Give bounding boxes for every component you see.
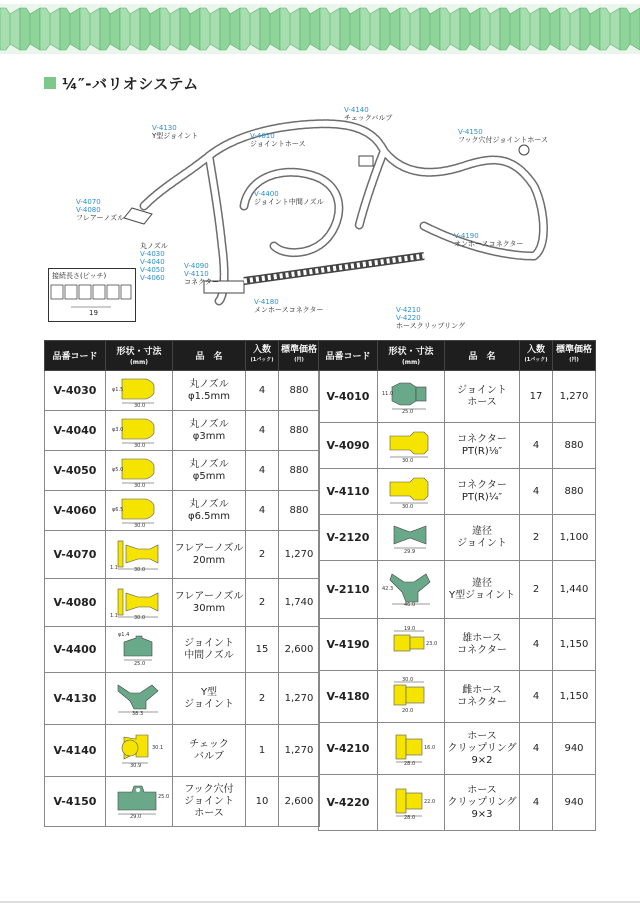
clip-shape-icon (380, 783, 442, 819)
label-v4180: V-4180 メンホースコネクター (254, 298, 324, 314)
part-name: Y型 ジョイント (173, 673, 246, 725)
part-shape (378, 469, 445, 515)
flare-nozzle-shape-icon (108, 535, 170, 571)
part-name: ホース クリップリング 9×3 (445, 775, 520, 831)
svg-text:16.0: 16.0 (424, 745, 436, 751)
svg-text:38.3: 38.3 (132, 711, 144, 715)
svg-text:25.0: 25.0 (402, 409, 414, 413)
banner-hose-segment (440, 8, 460, 50)
parts-table-left (44, 340, 320, 827)
part-price: 2,600 (279, 627, 320, 673)
part-shape (378, 619, 445, 671)
header-price: 標準価格(円) (279, 341, 320, 371)
header-name: 品 名 (445, 341, 520, 371)
part-code: V-4080 (45, 579, 106, 627)
check-valve-shape-icon (108, 731, 170, 767)
part-code: V-4040 (45, 411, 106, 451)
title-text: ¼″-バリオシステム (62, 74, 199, 93)
banner-hose-segment (180, 8, 200, 50)
page-title (44, 72, 199, 94)
svg-text:22.0: 22.0 (424, 799, 436, 805)
part-code: V-4220 (319, 775, 378, 831)
svg-text:30.0: 30.0 (134, 443, 146, 447)
banner-hose-segment (540, 8, 560, 50)
banner-hose-segment (360, 8, 380, 50)
svg-text:φ6.5: φ6.5 (112, 507, 124, 513)
banner-hose-segment (400, 8, 420, 50)
hose-pattern-banner (0, 0, 640, 58)
round-nozzle-shape-icon (108, 451, 170, 487)
header-price: 標準価格(円) (553, 341, 596, 371)
part-price: 2,600 (279, 777, 320, 827)
part-price: 880 (279, 411, 320, 451)
svg-text:23.0: 23.0 (426, 641, 438, 647)
reducer-shape-icon (380, 518, 442, 554)
part-shape (106, 531, 173, 579)
part-price: 880 (553, 423, 596, 469)
part-name: ジョイント ホース (445, 371, 520, 423)
table-row (45, 777, 320, 827)
header-name: 品 名 (173, 341, 246, 371)
system-diagram (44, 96, 604, 328)
part-name: 丸ノズル φ3mm (173, 411, 246, 451)
part-code: V-4140 (45, 725, 106, 777)
part-shape (106, 411, 173, 451)
svg-text:30.1: 30.1 (152, 745, 164, 751)
table-row (319, 671, 596, 723)
svg-text:φ1.5: φ1.5 (112, 387, 124, 393)
decorative-banner (0, 0, 640, 58)
label-v4140: V-4140 チェックバルブ (344, 106, 393, 122)
part-shape (106, 627, 173, 673)
part-price: 1,440 (553, 561, 596, 619)
part-code: V-4050 (45, 451, 106, 491)
table-row (319, 515, 596, 561)
connector-shape-icon (380, 426, 442, 462)
part-code: V-4110 (319, 469, 378, 515)
table-row (45, 451, 320, 491)
clip-shape-icon (380, 729, 442, 765)
banner-hose-segment (500, 8, 520, 50)
part-price: 1,270 (279, 531, 320, 579)
part-code: V-4190 (319, 619, 378, 671)
parts-table-right (318, 340, 596, 831)
pitch-box (48, 268, 136, 322)
table-row (45, 531, 320, 579)
banner-hose-segment (160, 8, 180, 50)
part-qty: 4 (520, 619, 553, 671)
part-qty: 2 (520, 515, 553, 561)
part-price: 1,270 (279, 725, 320, 777)
banner-hose-segment (140, 8, 160, 50)
banner-hose-segment (480, 8, 500, 50)
banner-hose-segment (380, 8, 400, 50)
part-qty: 4 (520, 469, 553, 515)
banner-hose-segment (320, 8, 340, 50)
part-price: 880 (279, 491, 320, 531)
part-qty: 4 (520, 723, 553, 775)
part-name: ホース クリップリング 9×2 (445, 723, 520, 775)
svg-text:28.0: 28.0 (404, 761, 416, 765)
label-v4130: V-4130 Y型ジョイント (152, 124, 199, 140)
part-qty: 4 (246, 411, 279, 451)
part-code: V-4130 (45, 673, 106, 725)
svg-text:30.0: 30.0 (134, 523, 146, 527)
part-shape (106, 579, 173, 627)
part-qty: 1 (246, 725, 279, 777)
part-name: 違径 ジョイント (445, 515, 520, 561)
connector-shape-icon (380, 472, 442, 508)
header-code: 品番コード (319, 341, 378, 371)
part-code: V-4090 (319, 423, 378, 469)
svg-text:30.0: 30.0 (134, 567, 146, 571)
part-name: コネクター PT(R)¼″ (445, 469, 520, 515)
table-row (319, 619, 596, 671)
pitch-value: 19 (89, 309, 98, 317)
svg-text:30.9: 30.9 (130, 763, 142, 767)
female-conn-shape-icon (380, 677, 442, 713)
label-v4190: V-4190 オンホースコネクター (454, 232, 524, 248)
part-qty: 4 (520, 423, 553, 469)
part-qty: 2 (246, 673, 279, 725)
table-row (45, 371, 320, 411)
part-name: フック穴付 ジョイント ホース (173, 777, 246, 827)
male-conn-shape-icon (380, 625, 442, 661)
flare-nozzle-shape-icon (108, 583, 170, 619)
joint-hose-shape-icon (380, 377, 442, 413)
table-row (319, 371, 596, 423)
part-shape (106, 491, 173, 531)
banner-hose-segment (340, 8, 360, 50)
part-qty: 15 (246, 627, 279, 673)
table-header-row (45, 341, 320, 371)
part-qty: 2 (246, 531, 279, 579)
table-row (45, 579, 320, 627)
svg-text:30.0: 30.0 (402, 677, 414, 683)
table-row (319, 469, 596, 515)
label-v4070-v4080: V-4070 V-4080 フレアーノズル (76, 198, 125, 222)
part-name: チェック バルブ (173, 725, 246, 777)
part-price: 1,100 (553, 515, 596, 561)
hook-hose-shape-icon (108, 782, 170, 818)
banner-hose-segment (220, 8, 240, 50)
part-qty: 2 (520, 561, 553, 619)
table-row (45, 627, 320, 673)
part-name: ジョイント 中間ノズル (173, 627, 246, 673)
table-row (319, 723, 596, 775)
part-name: 雌ホース コネクター (445, 671, 520, 723)
part-price: 1,270 (279, 673, 320, 725)
svg-text:29.9: 29.9 (404, 549, 416, 554)
svg-text:30.0: 30.0 (134, 615, 146, 619)
svg-text:30.0: 30.0 (402, 504, 414, 508)
part-price: 940 (553, 775, 596, 831)
banner-hose-segment (100, 8, 120, 50)
part-price: 940 (553, 723, 596, 775)
part-price: 1,270 (553, 371, 596, 423)
svg-text:φ5.0: φ5.0 (112, 467, 124, 473)
svg-text:30.0: 30.0 (402, 458, 414, 462)
part-code: V-2110 (319, 561, 378, 619)
table-row (45, 673, 320, 725)
banner-hose-segment (560, 8, 580, 50)
svg-text:1.1: 1.1 (110, 613, 118, 619)
part-qty: 10 (246, 777, 279, 827)
part-shape (106, 673, 173, 725)
banner-hose-segment (20, 8, 40, 50)
svg-text:29.0: 29.0 (130, 814, 142, 818)
part-price: 1,150 (553, 671, 596, 723)
label-v4400: V-4400 ジョイント中間ノズル (254, 190, 324, 206)
table-row (45, 725, 320, 777)
part-name: 丸ノズル φ5mm (173, 451, 246, 491)
header-shape: 形状・寸法(mm) (106, 341, 173, 371)
label-round-nozzle: 丸ノズル V-4030 V-4040 V-4050 V-4060 (140, 242, 168, 282)
part-price: 1,740 (279, 579, 320, 627)
part-price: 880 (279, 371, 320, 411)
part-price: 1,150 (553, 619, 596, 671)
header-code: 品番コード (45, 341, 106, 371)
svg-text:30.0: 30.0 (134, 483, 146, 487)
title-marker-icon (44, 77, 56, 89)
y-joint-shape-icon (108, 679, 170, 715)
part-shape (378, 371, 445, 423)
part-qty: 4 (246, 371, 279, 411)
header-shape: 形状・寸法(mm) (378, 341, 445, 371)
svg-text:42.3: 42.3 (382, 586, 394, 592)
banner-hose-segment (580, 8, 600, 50)
banner-hose-segment (120, 8, 140, 50)
part-qty: 4 (246, 491, 279, 531)
part-code: V-4150 (45, 777, 106, 827)
part-qty: 2 (246, 579, 279, 627)
banner-hose-segment (520, 8, 540, 50)
part-qty: 4 (520, 671, 553, 723)
part-shape (378, 671, 445, 723)
banner-hose-segment (420, 8, 440, 50)
svg-text:30.0: 30.0 (134, 403, 146, 407)
label-v4150: V-4150 フック穴付ジョイントホース (458, 128, 549, 144)
table-row (45, 411, 320, 451)
part-shape (106, 451, 173, 491)
part-code: V-4210 (319, 723, 378, 775)
svg-text:φ1.4: φ1.4 (118, 632, 130, 638)
part-code: V-4070 (45, 531, 106, 579)
header-qty: 入数 (1パック) (520, 341, 553, 371)
svg-text:19.0: 19.0 (404, 626, 416, 632)
banner-hose-segment (0, 8, 20, 50)
round-nozzle-shape-icon (108, 411, 170, 447)
part-shape (378, 723, 445, 775)
banner-hose-segment (460, 8, 480, 50)
pitch-caption: 接続長さ(ピッチ) (52, 272, 107, 280)
svg-text:11.0: 11.0 (382, 391, 394, 397)
part-name: 違径 Y型ジョイント (445, 561, 520, 619)
banner-hose-segment (600, 8, 620, 50)
banner-hose-segment (40, 8, 60, 50)
part-code: V-4030 (45, 371, 106, 411)
svg-text:46.0: 46.0 (404, 602, 416, 606)
part-shape (106, 371, 173, 411)
part-code: V-2120 (319, 515, 378, 561)
part-name: 丸ノズル φ6.5mm (173, 491, 246, 531)
svg-text:25.0: 25.0 (134, 661, 146, 666)
part-qty: 4 (520, 775, 553, 831)
svg-text:25.0: 25.0 (158, 794, 170, 800)
part-qty: 4 (246, 451, 279, 491)
table-header-row (319, 341, 596, 371)
round-nozzle-shape-icon (108, 371, 170, 407)
label-v4010: V-4010 ジョイントホース (250, 132, 306, 148)
svg-text:1.1: 1.1 (110, 565, 118, 571)
mid-nozzle-shape-icon (108, 630, 170, 666)
part-shape (378, 515, 445, 561)
banner-hose-segment (60, 8, 80, 50)
svg-text:20.0: 20.0 (402, 708, 414, 713)
part-qty: 17 (520, 371, 553, 423)
banner-hose-segment (280, 8, 300, 50)
part-shape (378, 775, 445, 831)
part-code: V-4010 (319, 371, 378, 423)
label-clip-ring: V-4210 V-4220 ホースクリップリング (396, 306, 465, 330)
table-row (319, 775, 596, 831)
part-shape (106, 777, 173, 827)
part-code: V-4180 (319, 671, 378, 723)
table-row (45, 491, 320, 531)
part-shape (106, 725, 173, 777)
label-connector: V-4090 V-4110 コネクター (184, 262, 219, 286)
part-name: 丸ノズル φ1.5mm (173, 371, 246, 411)
part-code: V-4060 (45, 491, 106, 531)
banner-hose-segment (260, 8, 280, 50)
banner-hose-segment (80, 8, 100, 50)
banner-hose-segment (300, 8, 320, 50)
part-shape (378, 561, 445, 619)
banner-hose-segment (620, 8, 640, 50)
table-row (319, 423, 596, 469)
header-qty: 入数 (1パック) (246, 341, 279, 371)
y-reducer-shape-icon (380, 570, 442, 606)
table-row (319, 561, 596, 619)
svg-text:28.0: 28.0 (404, 815, 416, 819)
part-name: 雄ホース コネクター (445, 619, 520, 671)
part-shape (378, 423, 445, 469)
part-name: コネクター PT(R)⅛″ (445, 423, 520, 469)
banner-hose-segment (200, 8, 220, 50)
part-name: フレアーノズル 20mm (173, 531, 246, 579)
round-nozzle-shape-icon (108, 491, 170, 527)
svg-text:φ3.0: φ3.0 (112, 427, 124, 433)
part-name: フレアーノズル 30mm (173, 579, 246, 627)
part-price: 880 (279, 451, 320, 491)
banner-hose-segment (240, 8, 260, 50)
hose-pitch-icon (49, 281, 133, 311)
part-price: 880 (553, 469, 596, 515)
part-code: V-4400 (45, 627, 106, 673)
